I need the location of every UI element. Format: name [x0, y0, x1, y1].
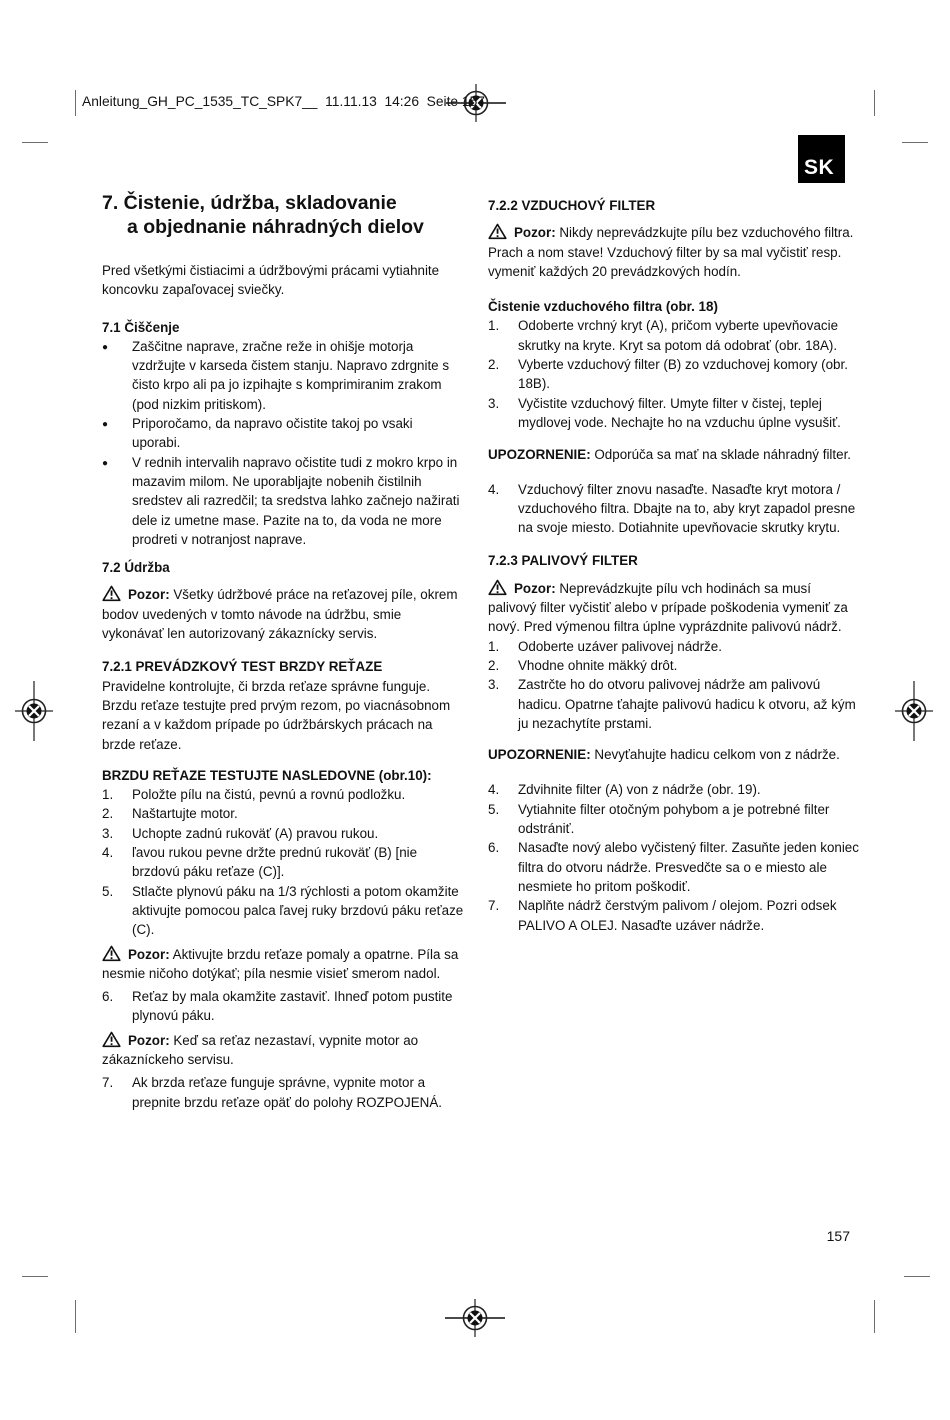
warning-icon	[102, 585, 121, 602]
step-text: Naplňte nádrž čerstvým palivom / olejom. Pozri odsek PALIVO A OLEJ. Nasaďte uzáver nádrže.	[518, 898, 837, 933]
step-number: 2.	[102, 806, 114, 822]
step-text: Nasaďte nový alebo vyčistený filter. Zasuňte jeden koniec filtra do otvoru nádrže. Presvedčte sa o e miesto ale nesmiete ho pritom poškodiť.	[518, 840, 859, 894]
warning-paragraph	[102, 585, 464, 643]
step-number: 6.	[488, 840, 500, 856]
warning-paragraph	[488, 579, 860, 637]
step-text: Stlačte plynovú páku na 1/3 rýchlosti a potom okamžite aktivujte pomocou palca ľavej ruky brzdovú páku reťaze (C).	[132, 883, 464, 938]
step-number: 3.	[488, 677, 500, 693]
section-7-2-1-heading: 7.2.1 PREVÁDZKOVÝ TEST BRZDY REŤAZE	[102, 659, 383, 675]
bullet-text: V rednih intervalih napravo očistite tudi z mokro krpo in mazavim milom. Ne uporabljajte nobenih čistilnih sredstev ali razredčil; ta sredstva lahko začnejo nažirati dele iz umetne mase. Pazite na to, da voda ne more prodreti v notranjost naprave.	[132, 454, 460, 547]
step-number: 5.	[102, 883, 114, 899]
warning-label: Pozor:	[128, 587, 170, 603]
step-text: Naštartujte motor.	[132, 806, 238, 822]
bullet-text: Zaščitne naprave, zračne reže in ohišje motorja vzdržujte v karseda čistem stanju. Napravo zdrgnite s čisto krpo ali pa jo izpihajte s komprimiranim zrakom (pod nizkim pritiskom).	[132, 338, 450, 412]
step-text: ľavou rukou pevne držte prednú rukoväť (B) [nie brzdovú páku reťaze (C)].	[132, 845, 418, 880]
list-item	[102, 453, 464, 549]
warning-label: Pozor:	[128, 1032, 170, 1048]
note-text: Nevyťahujte hadicu celkom von z nádrže.	[590, 747, 840, 763]
step-number: 7.	[102, 1075, 114, 1091]
numbered-step	[488, 800, 860, 839]
note-label: UPOZORNENIE:	[488, 747, 591, 763]
numbered-step	[488, 316, 860, 355]
crop-mark	[75, 90, 76, 116]
numbered-step	[102, 785, 464, 804]
numbered-step	[488, 896, 860, 935]
numbered-step	[488, 656, 860, 675]
warning-text: Všetky údržbové práce na reťazovej píle, okrem bodov uvedených v tomto návode na údržbu, smie vykonávať len autorizovaný zákaznícky servis.	[102, 587, 458, 642]
note-label: UPOZORNENIE:	[488, 447, 591, 463]
step-text: Odoberte uzáver palivovej nádrže.	[518, 638, 722, 654]
warning-icon	[102, 1031, 121, 1048]
brake-test-heading: BRZDU REŤAZE TESTUJTE NASLEDOVNE (obr.10):	[102, 767, 432, 783]
numbered-step	[102, 824, 464, 843]
step-text: Zastrčte ho do otvoru palivovej nádrže am palivovú hadicu. Opatrne ťahajte palivovú hadicu k otvoru, až kým ju nezachytíte prstami.	[518, 677, 856, 731]
step-text: Vyčistite vzduchový filter. Umyte filter v čistej, teplej mydlovej vode. Nechajte ho na vzduchu úplne vysušiť.	[518, 395, 841, 430]
step-text: Vyberte vzduchový filter (B) zo vzduchovej komory (obr. 18B).	[518, 357, 848, 392]
bullet-dot-icon: ●	[102, 419, 109, 431]
numbered-step	[488, 480, 860, 538]
numbered-step	[102, 987, 464, 1026]
step-text: Uchopte zadnú rukoväť (A) pravou rukou.	[132, 825, 379, 841]
bullet-text: Priporočamo, da napravo očistite takoj po vsaki uporabi.	[132, 416, 413, 451]
numbered-step	[488, 394, 860, 433]
warning-text: Aktivujte brzdu reťaze pomaly a opatrne. Píla sa nesmie ničoho dotýkať; píla nesmie visieť smerom nadol.	[102, 946, 459, 981]
step-number: 2.	[488, 657, 500, 673]
crop-mark	[22, 142, 48, 143]
list-item	[102, 414, 464, 453]
crop-mark	[75, 1300, 76, 1333]
crop-mark	[22, 1276, 48, 1277]
step-number: 6.	[102, 989, 114, 1005]
chapter-title	[102, 192, 464, 239]
warning-label: Pozor:	[514, 580, 556, 596]
step-number: 4.	[102, 845, 114, 861]
chapter-intro: Pred všetkými čistiacimi a údržbovými prácami vytiahnite koncovku zapaľovacej sviečky.	[102, 263, 440, 298]
bullet-dot-icon: ●	[102, 457, 109, 469]
note-text: Odporúča sa mať na sklade náhradný filter.	[590, 447, 852, 463]
note-paragraph	[488, 445, 860, 464]
step-number: 4.	[488, 782, 500, 798]
air-filter-cleaning-heading: Čistenie vzduchového filtra (obr. 18)	[488, 299, 718, 315]
step-number: 1.	[102, 787, 114, 803]
language-badge	[798, 135, 845, 183]
step-text: Vzduchový filter znovu nasaďte. Nasaďte kryt motora / vzduchového filtra. Dbajte na to, aby kryt zapadol presne na svoje miesto. Dotiahnite upevňovacie skrutky krytu.	[518, 481, 856, 536]
step-text: Vytiahnite filter otočným pohybom a je potrebné filter odstrániť.	[518, 801, 830, 837]
step-number: 3.	[102, 825, 114, 841]
numbered-step	[488, 838, 860, 896]
page-number: 157	[826, 1228, 850, 1244]
crop-mark	[904, 1276, 930, 1277]
left-column	[102, 192, 464, 1112]
section-7-2-2-heading: 7.2.2 VZDUCHOVÝ FILTER	[488, 198, 656, 213]
numbered-step	[102, 1073, 464, 1112]
crop-mark	[902, 142, 928, 143]
step-text: Položte pílu na čistú, pevnú a rovnú podložku.	[132, 787, 406, 803]
paragraph: Pravidelne kontrolujte, či brzda reťaze správne funguje.	[102, 678, 431, 694]
bullet-dot-icon: ●	[102, 341, 109, 353]
numbered-step	[488, 780, 860, 799]
list-item	[102, 337, 464, 414]
warning-icon	[488, 579, 507, 596]
registration-mark-icon	[882, 679, 946, 743]
print-header: Anleitung_GH_PC_1535_TC_SPK7__ 11.11.13 14:26 Seite 157	[82, 94, 485, 109]
numbered-step	[488, 637, 860, 656]
step-text: Odoberte vrchný kryt (A), pričom vyberte upevňovacie skrutky na kryte. Kryt sa potom dá odobrať (obr. 18A).	[518, 318, 839, 353]
section-7-2-heading: 7.2 Údržba	[102, 560, 170, 576]
warning-label: Pozor:	[128, 946, 170, 962]
step-text: Reťaz by mala okamžite zastaviť. Ihneď potom pustite plynovú páku.	[132, 989, 453, 1024]
warning-text: Nikdy neprevádzkujte pílu bez vzduchového filtra. Prach a nom stave! Vzduchový filter by sa mal vyčistiť resp. vymeniť každých 20 prevádzkových hodín.	[488, 225, 854, 279]
warning-icon	[488, 223, 507, 240]
paragraph: Brzdu reťaze testujte pred prvým rezom, po viacnásobnom rezaní a v každom prípade po údržbárskych prácach na brzde reťaze.	[102, 697, 451, 752]
step-text: Zdvihnite filter (A) von z nádrže (obr. 19).	[518, 782, 761, 798]
section-7-2-3-heading: 7.2.3 PALIVOVÝ FILTER	[488, 553, 638, 569]
warning-text: Neprevádzkujte pílu vch hodinách sa musí palivový filter vyčistiť alebo v prípade poškodenia vymeniť za nový. Pred výmenou filtra úplne vyprázdnite palivovú nádrž.	[488, 580, 848, 635]
warning-paragraph	[488, 223, 860, 281]
step-number: 7.	[488, 898, 500, 914]
step-number: 2.	[488, 357, 500, 373]
numbered-step	[102, 843, 464, 882]
numbered-step	[488, 355, 860, 394]
section-7-1-heading: 7.1 Čiščenje	[102, 319, 180, 335]
step-number: 4.	[488, 481, 500, 497]
crop-mark	[874, 90, 875, 116]
numbered-step	[102, 882, 464, 940]
warning-paragraph	[102, 1031, 464, 1070]
step-text: Ak brzda reťaze funguje správne, vypnite motor a prepnite brzdu reťaze opäť do polohy ROZPOJENÁ.	[132, 1075, 443, 1110]
numbered-step	[102, 804, 464, 823]
warning-label: Pozor:	[514, 225, 556, 241]
warning-paragraph	[102, 945, 464, 984]
registration-mark-icon	[443, 1286, 507, 1350]
registration-mark-icon	[2, 679, 66, 743]
warning-text: Keď sa reťaz nezastaví, vypnite motor ao zákazníckeho servisu.	[102, 1032, 419, 1067]
language-badge-label: SK	[804, 156, 835, 179]
chapter-title-line2: a objednanie náhradných dielov	[127, 215, 424, 238]
crop-mark	[874, 1300, 875, 1333]
note-paragraph	[488, 745, 860, 764]
step-text: Vhodne ohnite mäkký drôt.	[518, 657, 678, 673]
step-number: 1.	[488, 318, 500, 334]
warning-icon	[102, 945, 121, 962]
step-number: 3.	[488, 395, 500, 411]
step-number: 1.	[488, 638, 500, 654]
numbered-step	[488, 675, 860, 733]
right-column	[488, 196, 860, 935]
step-number: 5.	[488, 801, 500, 817]
chapter-title-line1: 7. Čistenie, údržba, skladovanie	[102, 192, 397, 214]
